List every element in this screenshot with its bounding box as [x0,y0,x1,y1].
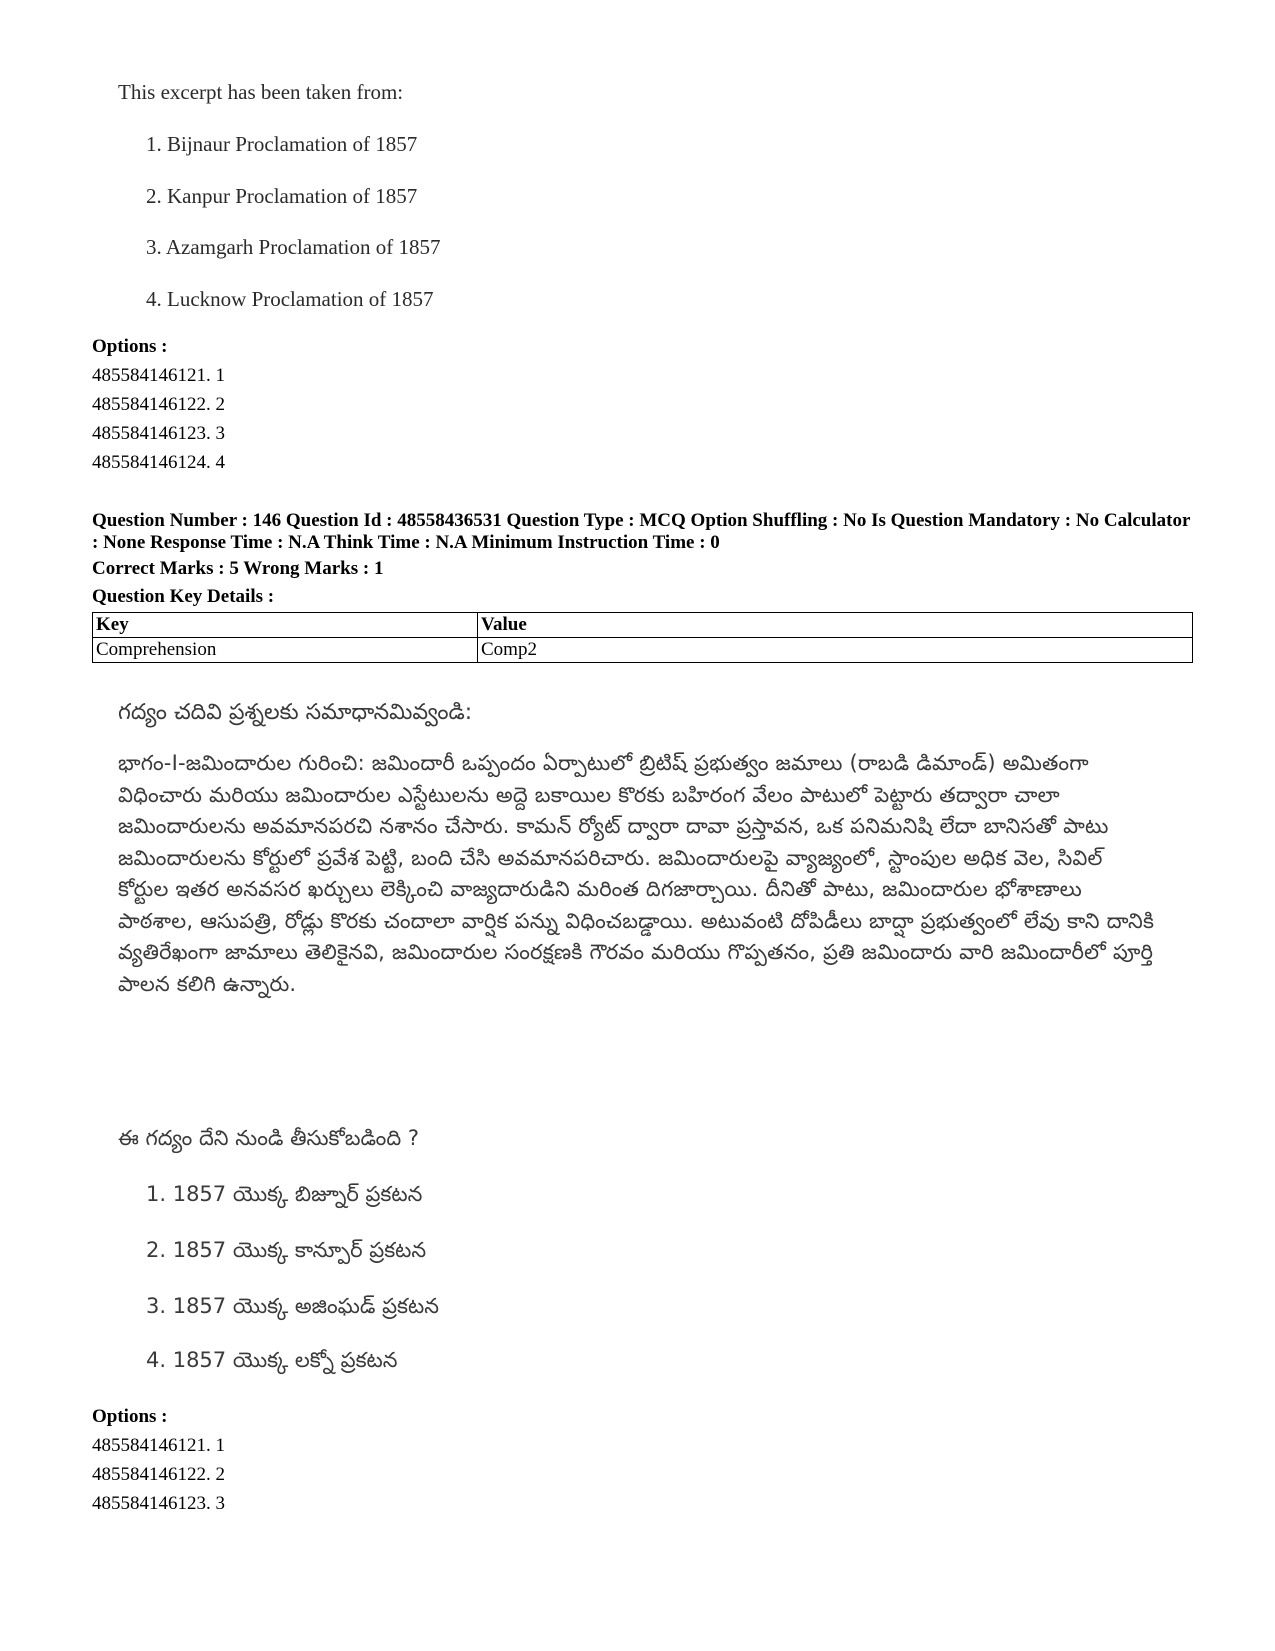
telugu-question: ఈ గద్యం దేని నుండి తీసుకోబడింది ? [118,1126,419,1150]
option-item: 485584146123. 3 [92,423,225,444]
question-marks: Correct Marks : 5 Wrong Marks : 1 [92,558,384,579]
option-item: 485584146121. 1 [92,365,225,386]
key-table [92,612,1193,663]
option-item: 485584146123. 3 [92,1493,225,1514]
table-row [93,638,1193,663]
telugu-choice-2: 2. 1857 యొక్క కాన్పూర్ ప్రకటన [146,1238,427,1262]
excerpt-choice-2: 2. Kanpur Proclamation of 1857 [146,184,418,208]
key-table-header [93,613,1193,638]
excerpt-choice-4: 4. Lucknow Proclamation of 1857 [146,287,434,311]
telugu-choice-4: 4. 1857 యొక్క లక్నో ప్రకటన [146,1348,398,1372]
options-list [92,361,225,477]
key-header: Key [93,613,478,638]
telugu-passage: భాగం-I-జమిందారుల గురించి: జమిందారీ ఒప్పందం ఏర్పాటులో బ్రిటిష్ ప్రభుత్వం జమాలు (రాబడి డిమాండ్) అమితంగా విధించారు మరియు జమిందారుల ఎస్టేటులను అద్దె బకాయిల కొరకు బహిరంగ వేలం పాటులో పెట్టారు తద్వారా చాలా జమిందారులను అవమానపరచి నశానం చేసారు. కామన్ ర్యోట్ ద్వారా దావా ప్రస్తావన, ఒక పనిమనిషి లేదా బానిసతో పాటు జమిందారులను కోర్టులో ప్రవేశ పెట్టి, బంది చేసి అవమానపరిచారు. జమిందారులపై వ్యాజ్యంలో, స్టాంపుల అధిక వెల, సివిల్ కోర్టుల ఇతర అనవసర ఖర్చులు లెక్కించి వాజ్యదారుడిని మరింత దిగజార్చాయి. దీనితో పాటు, జమిందారుల భోశాణాలు పాఠశాల, ఆసుపత్రి, రోడ్లు కొరకు చందాలా వార్షిక పన్ను విధించబడ్డాయి. అటువంటి దోపిడీలు బాద్షా ప్రభుత్వంలో లేవు కాని దానికి వ్యతిరేఖంగా జామాలు తెలికైనవి, జమిందారుల సంరక్షణకి గౌరవం మరియు గొప్పతనం, ప్రతి జమిందారు వారి జమిందారీలో పూర్తి పాలన కలిగి ఉన్నారు. [118,751,1155,996]
telugu-instruction: గద్యం చదివి ప్రశ్నలకు సమాధానమివ్వండి: [118,700,473,725]
option-item: 485584146122. 2 [92,1464,225,1485]
telugu-choice-1: 1. 1857 యొక్క బిజ్నూర్ ప్రకటన [146,1182,423,1206]
value-cell: Comp2 [478,638,1193,663]
option-item: 485584146122. 2 [92,394,225,415]
question-meta: Question Number : 146 Question Id : 48558436531 Question Type : MCQ Option Shuffling : No Is Question Mandatory : No Calculator : None Response Time : N.A Think Time : N.A Minimum Instruction Time : 0 [92,510,1191,553]
question-key-details-label: Question Key Details : [92,586,275,607]
key-cell: Comprehension [93,638,478,663]
excerpt-intro: This excerpt has been taken from: [118,80,404,104]
excerpt-choice-1: 1. Bijnaur Proclamation of 1857 [146,132,418,156]
option-item: 485584146124. 4 [92,452,225,473]
options-label: Options : [92,336,168,357]
options-list-bottom [92,1431,225,1518]
excerpt-choice-3: 3. Azamgarh Proclamation of 1857 [146,235,441,259]
value-header: Value [478,613,1193,638]
options-label-bottom: Options : [92,1406,168,1427]
telugu-choice-3: 3. 1857 యొక్క అజింఘడ్ ప్రకటన [146,1294,439,1318]
option-item: 485584146121. 1 [92,1435,225,1456]
